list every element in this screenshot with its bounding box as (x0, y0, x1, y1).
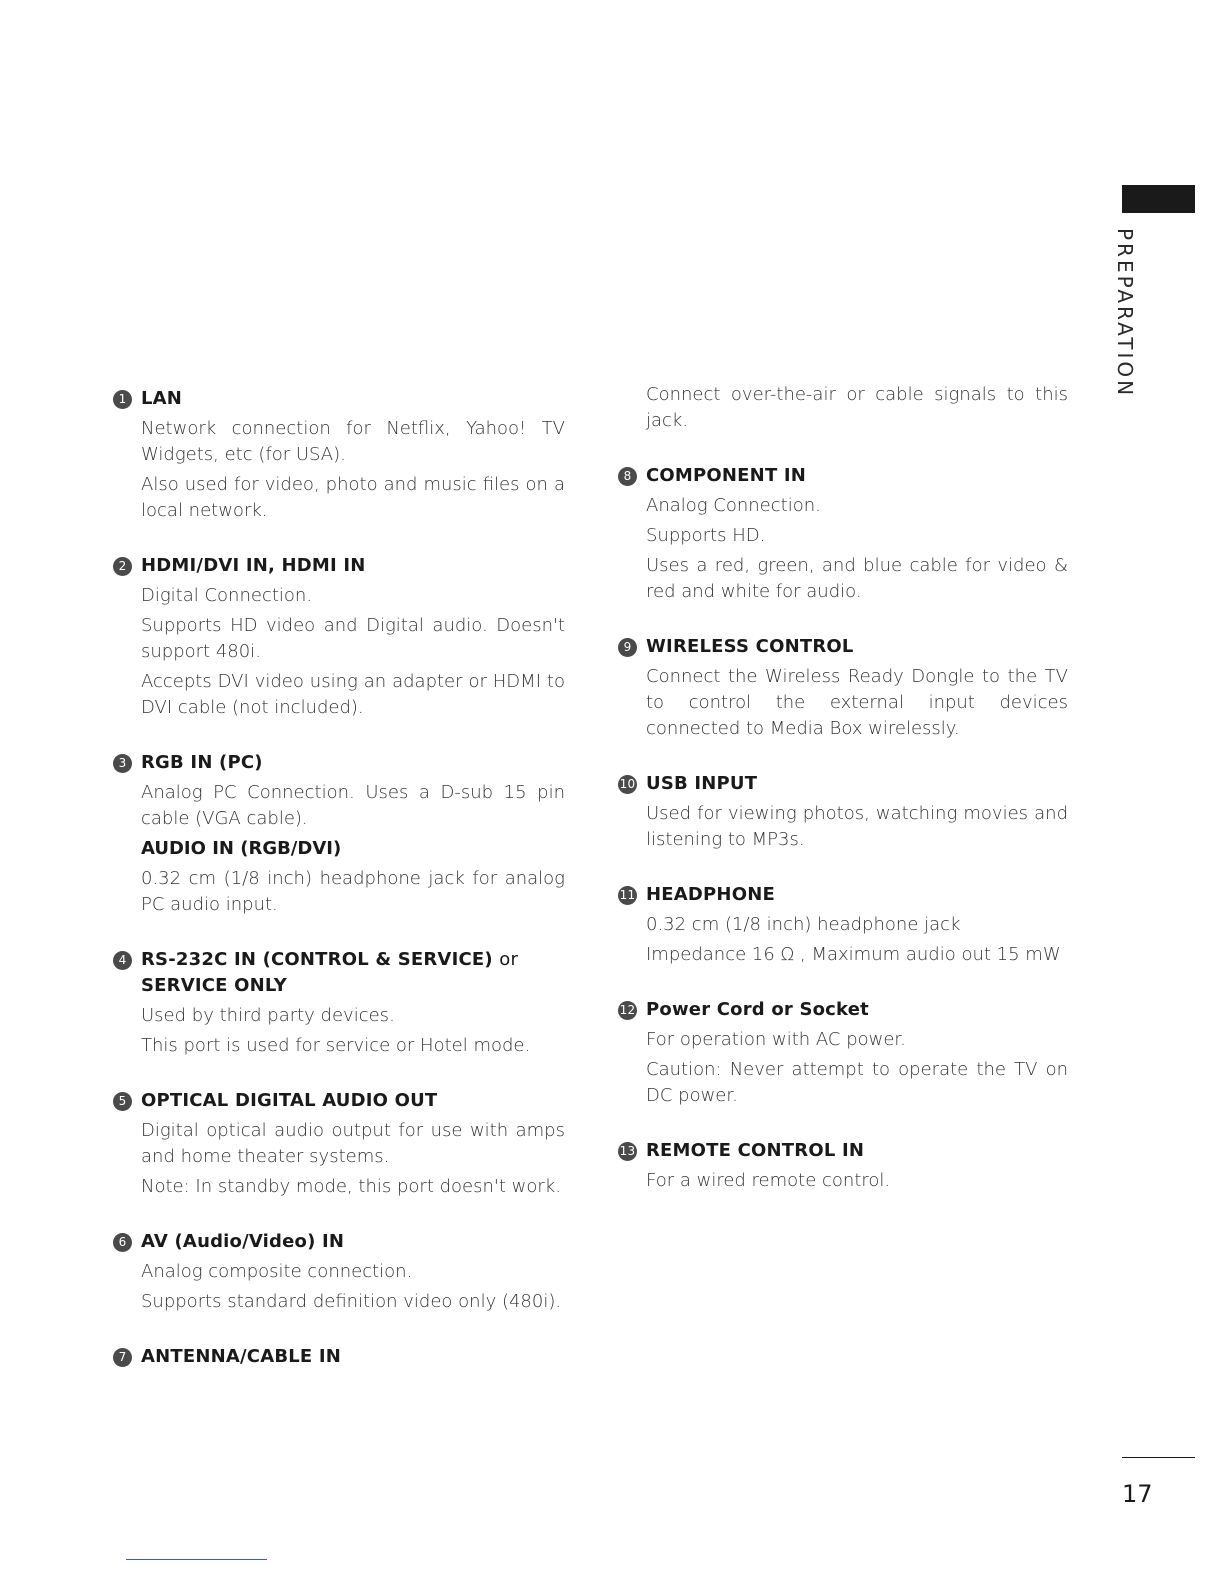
item-text: Connect over-the-air or cable signals to this jack. (646, 384, 1068, 431)
item-text: Digital optical audio output for use with amps and home theater systems. (141, 1120, 565, 1167)
number-badge-icon: 2 (113, 557, 132, 576)
item-title-block (141, 947, 518, 999)
item-headphone (618, 882, 1068, 968)
item-title: AV (Audio/Video) IN (141, 1231, 345, 1252)
footer-divider (126, 1559, 267, 1560)
item-text: Used by third party devices. (141, 1005, 395, 1026)
item-text: Network connection for Netflix, Yahoo! TV Widgets, etc (for USA). (141, 418, 565, 465)
item-title: OPTICAL DIGITAL AUDIO OUT (141, 1090, 438, 1111)
item-rs232c (113, 947, 565, 1059)
item-hdmi (113, 553, 565, 721)
item-power-cord (618, 997, 1068, 1109)
item-text: This port is used for service or Hotel mode. (141, 1035, 531, 1056)
item-title: ANTENNA/CABLE IN (141, 1346, 342, 1367)
antenna-continuation (618, 382, 1068, 434)
item-text: Connect the Wireless Ready Dongle to the TV to control the external input devices connected to Media Box wirelessly. (646, 666, 1068, 739)
item-text: 0.32 cm (1/8 inch) headphone jack (646, 914, 961, 935)
item-text: Analog Connection. (646, 495, 821, 516)
item-antenna (113, 1344, 565, 1370)
item-title: Power Cord or Socket (646, 999, 869, 1020)
number-badge-icon: 6 (113, 1233, 132, 1252)
item-title: RGB IN (PC) (141, 752, 263, 773)
item-text: Uses a red, green, and blue cable for video & red and white for audio. (646, 555, 1068, 602)
item-av-in (113, 1229, 565, 1315)
number-badge-icon: 11 (618, 886, 637, 905)
page-number: 17 (1122, 1480, 1153, 1508)
item-rgb-in (113, 750, 565, 918)
number-badge-icon: 3 (113, 754, 132, 773)
number-badge-icon: 5 (113, 1092, 132, 1111)
item-subheading: AUDIO IN (RGB/DVI) (141, 838, 342, 859)
number-badge-icon: 9 (618, 638, 637, 657)
item-text: Analog composite connection. (141, 1261, 413, 1282)
item-title: COMPONENT IN (646, 465, 807, 486)
item-title-line2: SERVICE ONLY (141, 975, 287, 996)
number-badge-icon: 8 (618, 467, 637, 486)
item-text: Caution: Never attempt to operate the TV on DC power. (646, 1059, 1068, 1106)
item-title: REMOTE CONTROL IN (646, 1140, 865, 1161)
item-title: HEADPHONE (646, 884, 775, 905)
number-badge-icon: 13 (618, 1142, 637, 1161)
item-remote-control (618, 1138, 1068, 1194)
left-column (113, 386, 565, 1399)
item-title: RS-232C IN (CONTROL & SERVICE) (141, 949, 493, 970)
item-title: USB INPUT (646, 773, 758, 794)
item-usb (618, 771, 1068, 853)
item-text: Supports HD video and Digital audio. Doesn't support 480i. (141, 615, 565, 662)
section-tab-label: PREPARATION (1113, 228, 1137, 399)
item-text: For operation with AC power. (646, 1029, 906, 1050)
item-text: Also used for video, photo and music files on a local network. (141, 474, 565, 521)
item-text: Digital Connection. (141, 585, 313, 606)
item-text: Supports standard definition video only (480i). (141, 1291, 562, 1312)
item-text: For a wired remote control. (646, 1170, 891, 1191)
item-text: Analog PC Connection. Uses a D-sub 15 pin cable (VGA cable). (141, 782, 565, 829)
number-badge-icon: 4 (113, 951, 132, 970)
item-text: Impedance 16 Ω , Maximum audio out 15 mW (646, 944, 1061, 965)
item-text: Accepts DVI video using an adapter or HDMI to DVI cable (not included). (141, 671, 565, 718)
item-title: HDMI/DVI IN, HDMI IN (141, 555, 366, 576)
item-text: 0.32 cm (1/8 inch) headphone jack for analog PC audio input. (141, 868, 565, 915)
item-text: Used for viewing photos, watching movies and listening to MP3s. (646, 803, 1068, 850)
page-number-rule (1122, 1457, 1195, 1458)
section-tab-marker (1122, 185, 1195, 213)
right-column (618, 382, 1068, 1223)
item-optical (113, 1088, 565, 1200)
item-title-suffix: or (499, 949, 519, 970)
item-title: WIRELESS CONTROL (646, 636, 854, 657)
item-component (618, 463, 1068, 605)
item-title: LAN (141, 388, 183, 409)
item-text: Note: In standby mode, this port doesn't work. (141, 1176, 561, 1197)
item-lan (113, 386, 565, 524)
item-text: Supports HD. (646, 525, 766, 546)
number-badge-icon: 10 (618, 775, 637, 794)
number-badge-icon: 1 (113, 390, 132, 409)
number-badge-icon: 12 (618, 1001, 637, 1020)
item-wireless (618, 634, 1068, 742)
number-badge-icon: 7 (113, 1348, 132, 1367)
